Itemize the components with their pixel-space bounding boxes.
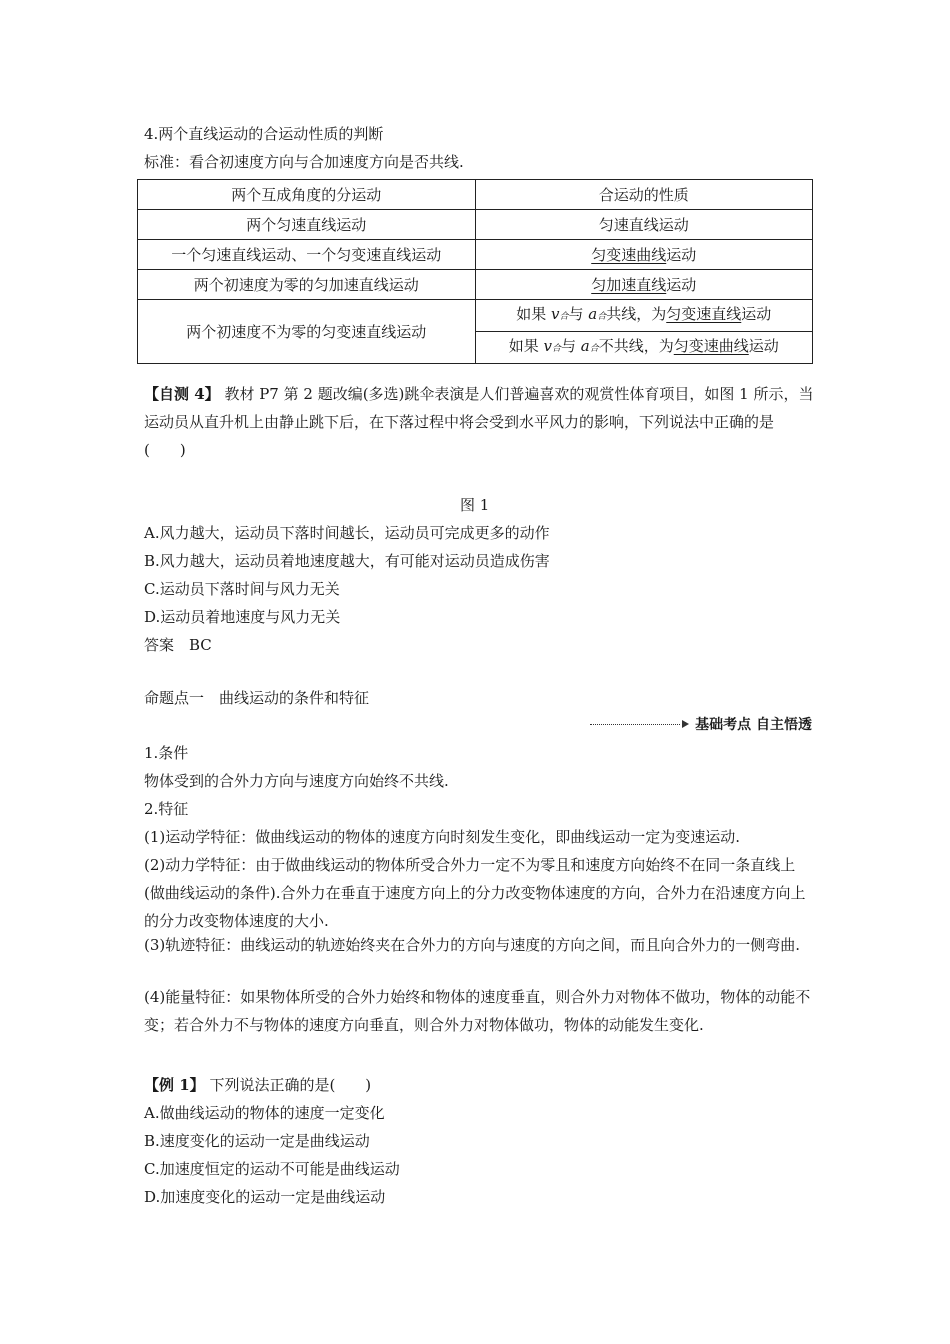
cell-text: 运动 — [666, 275, 697, 294]
velocity-symbol: v — [543, 337, 552, 355]
cell-text: 运动 — [741, 305, 772, 323]
answer: 答案 BC — [144, 636, 212, 654]
option-a: A.风力越大，运动员下落时间越长，运动员可完成更多的动作 — [144, 524, 550, 542]
topic-badge — [590, 714, 812, 734]
table-header-cell: 合运动的性质 — [475, 180, 813, 210]
option-c: C.运动员下落时间与风力无关 — [144, 580, 340, 598]
example-option-d: D.加速度变化的运动一定是曲线运动 — [144, 1188, 386, 1206]
subscript: 合 — [551, 344, 561, 354]
section-standard: 标准：看合初速度方向与合加速度方向是否共线. — [144, 153, 464, 171]
option-d: D.运动员着地速度与风力无关 — [144, 608, 341, 626]
table-cell — [475, 270, 813, 300]
table-row — [138, 240, 813, 270]
underlined-answer: 匀加速直线 — [591, 275, 667, 294]
feature-4: (4)能量特征：如果物体所受的合外力始终和物体的速度垂直，则合外力对物体不做功，物体的动能不变；若合外力不与物体的速度方向垂直，则合外力对物体做功，物体的动能发生变化. — [144, 988, 811, 1034]
table-header-row — [138, 180, 813, 210]
badge-label: 基础考点 自主悟透 — [695, 717, 812, 733]
subscript: 合 — [597, 312, 607, 322]
table-cell — [475, 300, 813, 332]
selftest-text: 教材 P7 第 2 题改编(多选)跳伞表演是人们普遍喜欢的观赏性体育项目，如图 1 所示，当运动员从直升机上由静止跳下后，在下落过程中将会受到水平风力的影响，下列说法中正确的是( ) — [144, 385, 814, 459]
motion-table — [137, 179, 813, 364]
feature-1: (1)运动学特征：做曲线运动的物体的速度方向时刻发生变化，即曲线运动一定为变速运动. — [144, 828, 741, 846]
underlined-answer: 匀变速曲线 — [591, 245, 667, 264]
example-question — [144, 1075, 371, 1095]
cell-text: 如果 — [516, 305, 551, 323]
table-row — [138, 210, 813, 240]
cell-text: 与 — [568, 305, 589, 323]
table-cell: 两个初速度为零的匀加速直线运动 — [138, 270, 476, 300]
example-option-b: B.速度变化的运动一定是曲线运动 — [144, 1132, 370, 1150]
dotted-line — [590, 724, 680, 725]
cell-text: 与 — [560, 337, 581, 355]
arrow-icon — [682, 720, 689, 728]
feature-2: (2)动力学特征：由于做曲线运动的物体所受合外力一定不为零且和速度方向始终不在同一条直线上(做曲线运动的条件).合外力在垂直于速度方向上的分力改变物体速度的方向，合外力在沿速度方向上的分力改变物体速度的大小. — [144, 856, 806, 930]
condition-heading: 1.条件 — [144, 744, 189, 762]
topic-title: 命题点一 曲线运动的条件和特征 — [144, 689, 370, 707]
cell-text: 不共线，为 — [598, 337, 674, 355]
cell-text: 运动 — [666, 245, 697, 264]
table-cell: 一个匀速直线运动、一个匀变速直线运动 — [138, 240, 476, 270]
figure-caption: 图 1 — [460, 496, 490, 514]
acceleration-symbol: a — [588, 305, 598, 323]
selftest-question — [144, 380, 814, 464]
table-cell: 两个匀速直线运动 — [138, 210, 476, 240]
cell-text: 如果 — [508, 337, 544, 355]
table-row — [138, 270, 813, 300]
selftest-tag: 【自测 4】 — [144, 385, 220, 403]
underlined-answer: 匀变速直线 — [666, 305, 742, 323]
feature-heading: 2.特征 — [144, 800, 189, 818]
subscript: 合 — [559, 312, 569, 322]
subscript: 合 — [589, 344, 599, 354]
section-heading: 4.两个直线运动的合运动性质的判断 — [144, 125, 384, 143]
table-header-cell: 两个互成角度的分运动 — [138, 180, 476, 210]
acceleration-symbol: a — [580, 337, 590, 355]
table-cell: 两个初速度不为零的匀变速直线运动 — [138, 300, 476, 364]
table-cell: 匀速直线运动 — [475, 210, 813, 240]
table-cell — [475, 240, 813, 270]
table-cell — [475, 332, 813, 364]
example-option-a: A.做曲线运动的物体的速度一定变化 — [144, 1104, 385, 1122]
velocity-symbol: v — [550, 305, 560, 323]
example-tag: 【例 1】 — [144, 1076, 205, 1094]
underlined-answer: 匀变速曲线 — [673, 337, 749, 355]
condition-text: 物体受到的合外力方向与速度方向始终不共线. — [144, 772, 449, 790]
feature-3: (3)轨迹特征：曲线运动的轨迹始终夹在合外力的方向与速度的方向之间，而且向合外力的一侧弯曲. — [144, 936, 801, 954]
table-row — [138, 300, 813, 332]
cell-text: 运动 — [748, 337, 779, 355]
example-option-c: C.加速度恒定的运动不可能是曲线运动 — [144, 1160, 400, 1178]
option-b: B.风力越大，运动员着地速度越大，有可能对运动员造成伤害 — [144, 552, 550, 570]
cell-text: 共线，为 — [606, 305, 667, 323]
example-text: 下列说法正确的是( ) — [204, 1076, 372, 1094]
